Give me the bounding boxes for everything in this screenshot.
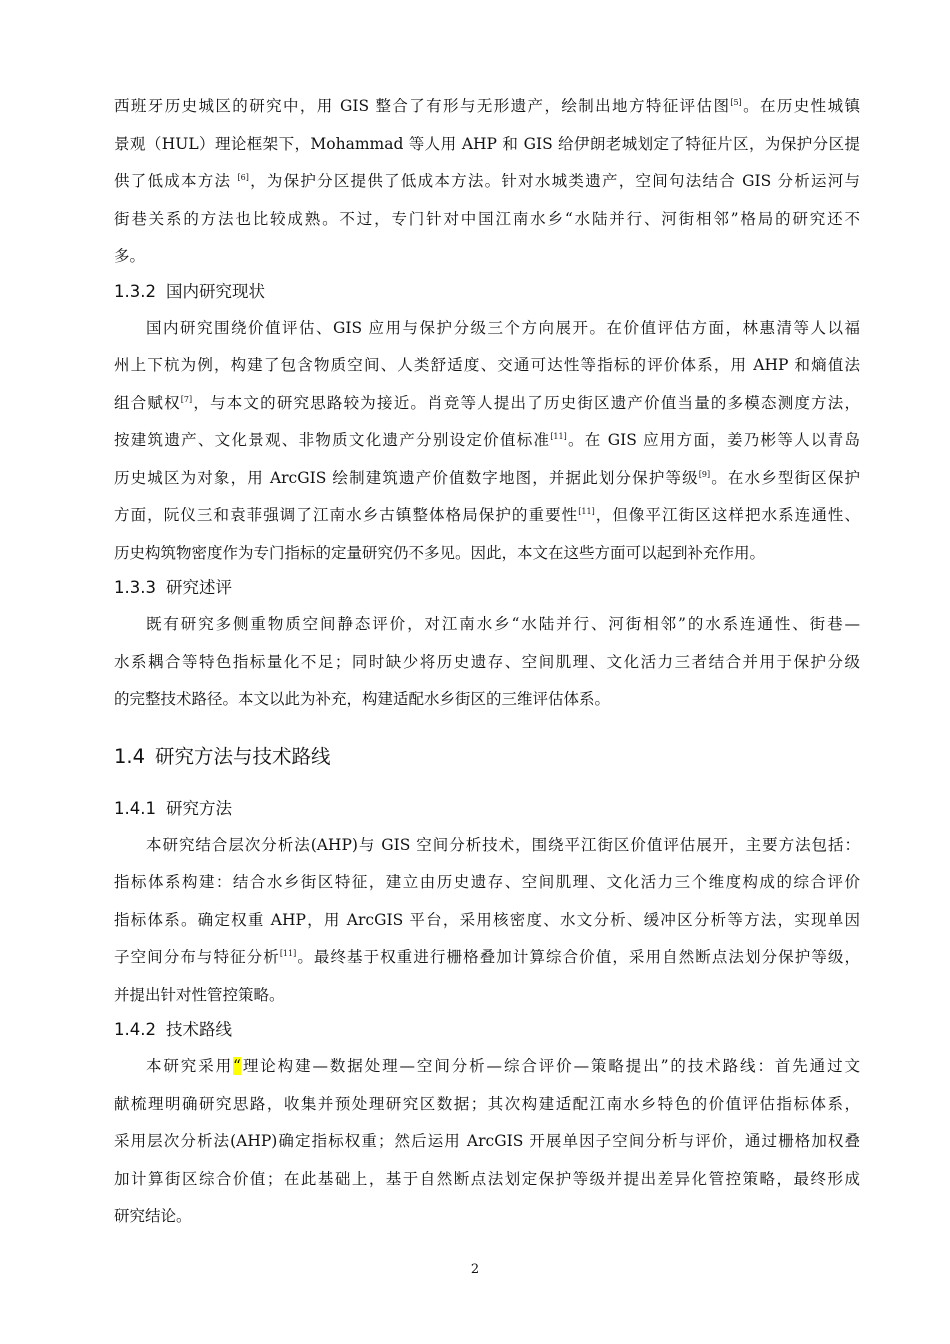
section-heading-1-4: 1.4 研究方法与技术路线: [114, 744, 331, 768]
section-heading-1-4-1: 1.4.1 研究方法: [114, 798, 232, 818]
section-heading-1-3-2: 1.3.2 国内研究现状: [114, 281, 265, 301]
section-heading-1-4-2: 1.4.2 技术路线: [114, 1020, 232, 1039]
citation: [6]: [237, 173, 249, 182]
citation: [9]: [698, 469, 711, 479]
paragraph-intl-research: 西班牙历史城区的研究中，用 GIS 整合了有形与无形遗产，绘制出地方特征评估图[5]。在历史性城镇 景观（HUL）理论框架下，Mohammad 等人用 AHP 和 GIS 给伊朗老城划定了特征片区，为保护分区提 供了低成本方法 [6]，为保护分区提供了低成本方法。针对水城类遗产，空间句法结合 GIS 分析运河与 街巷关系的方法也比较成熟。不过，专门针对中国江南水乡“水陆并行、河街相邻”格局的研究还不 多。: [114, 97, 860, 265]
paragraph-research-review: 既有研究多侧重物质空间静态评价，对江南水乡“水陆并行、河街相邻”的水系连通性、街巷— 水系耦合等特色指标量化不足；同时缺少将历史遗存、空间肌理、文化活力三者结合并用于保护分级 的完整技术路径。本文以此为补充，构建适配水乡街区的三维评估体系。: [114, 615, 860, 708]
highlighted-quote-mark: “: [233, 1057, 241, 1075]
citation: [11]: [279, 949, 297, 958]
citation: [5]: [730, 98, 742, 107]
citation: [7]: [180, 394, 193, 404]
paragraph-research-methods: 本研究结合层次分析法(AHP)与 GIS 空间分析技术，围绕平江街区价值评估展开，主要方法包括： 指标体系构建：结合水乡街区特征，建立由历史遗存、空间肌理、文化活力三个维度构成的综合评价 指标体系。确定权重 AHP，用 ArcGIS 平台，采用核密度、水文分析、缓冲区分析等方法，实现单因 子空间分布与特征分析[11]。最终基于权重进行栅格叠加计算综合价值，采用自然断点法划分保护等级， 并提出针对性管控策略。: [114, 835, 860, 1004]
page-number: 2: [470, 1262, 480, 1277]
citation: [11]: [550, 432, 567, 441]
paragraph-technical-route: 本研究采用“理论构建—数据处理—空间分析—综合评价—策略提出”的技术路线：首先通过文 献梳理明确研究思路，收集并预处理研究区数据；其次构建适配江南水乡特色的价值评估指标体系， 采用层次分析法(AHP)确定指标权重；然后运用 ArcGIS 开展单因子空间分析与评价，通过栅格加权叠 加计算街区综合价值；在此基础上，基于自然断点法划定保护等级并提出差异化管控策略，最终形成 研究结论。: [114, 1057, 860, 1225]
paragraph-domestic-research: 国内研究围绕价值评估、GIS 应用与保护分级三个方向展开。在价值评估方面，林惠清等人以福 州上下杭为例，构建了包含物质空间、人类舒适度、交通可达性等指标的评价体系，用 AHP 和熵值法 组合赋权[7]，与本文的研究思路较为接近。肖竞等人提出了历史街区遗产价值当量的多模态测度方法， 按建筑遗产、文化景观、非物质文化遗产分别设定价值标准[11]。在 GIS 应用方面，姜乃彬等人以青岛 历史城区为对象，用 ArcGIS 绘制建筑遗产价值数字地图，并据此划分保护等级[9]。在水乡型街区保护 方面，阮仪三和袁菲强调了江南水乡古镇整体格局保护的重要性[11]，但像平江街区这样把水系连通性、 历史构筑物密度作为专门指标的定量研究仍不多见。因此，本文在这些方面可以起到补充作用。: [114, 318, 860, 562]
page-body: [114, 88, 860, 1236]
citation: [11]: [578, 507, 595, 516]
section-heading-1-3-3: 1.3.3 研究述评: [114, 578, 232, 597]
